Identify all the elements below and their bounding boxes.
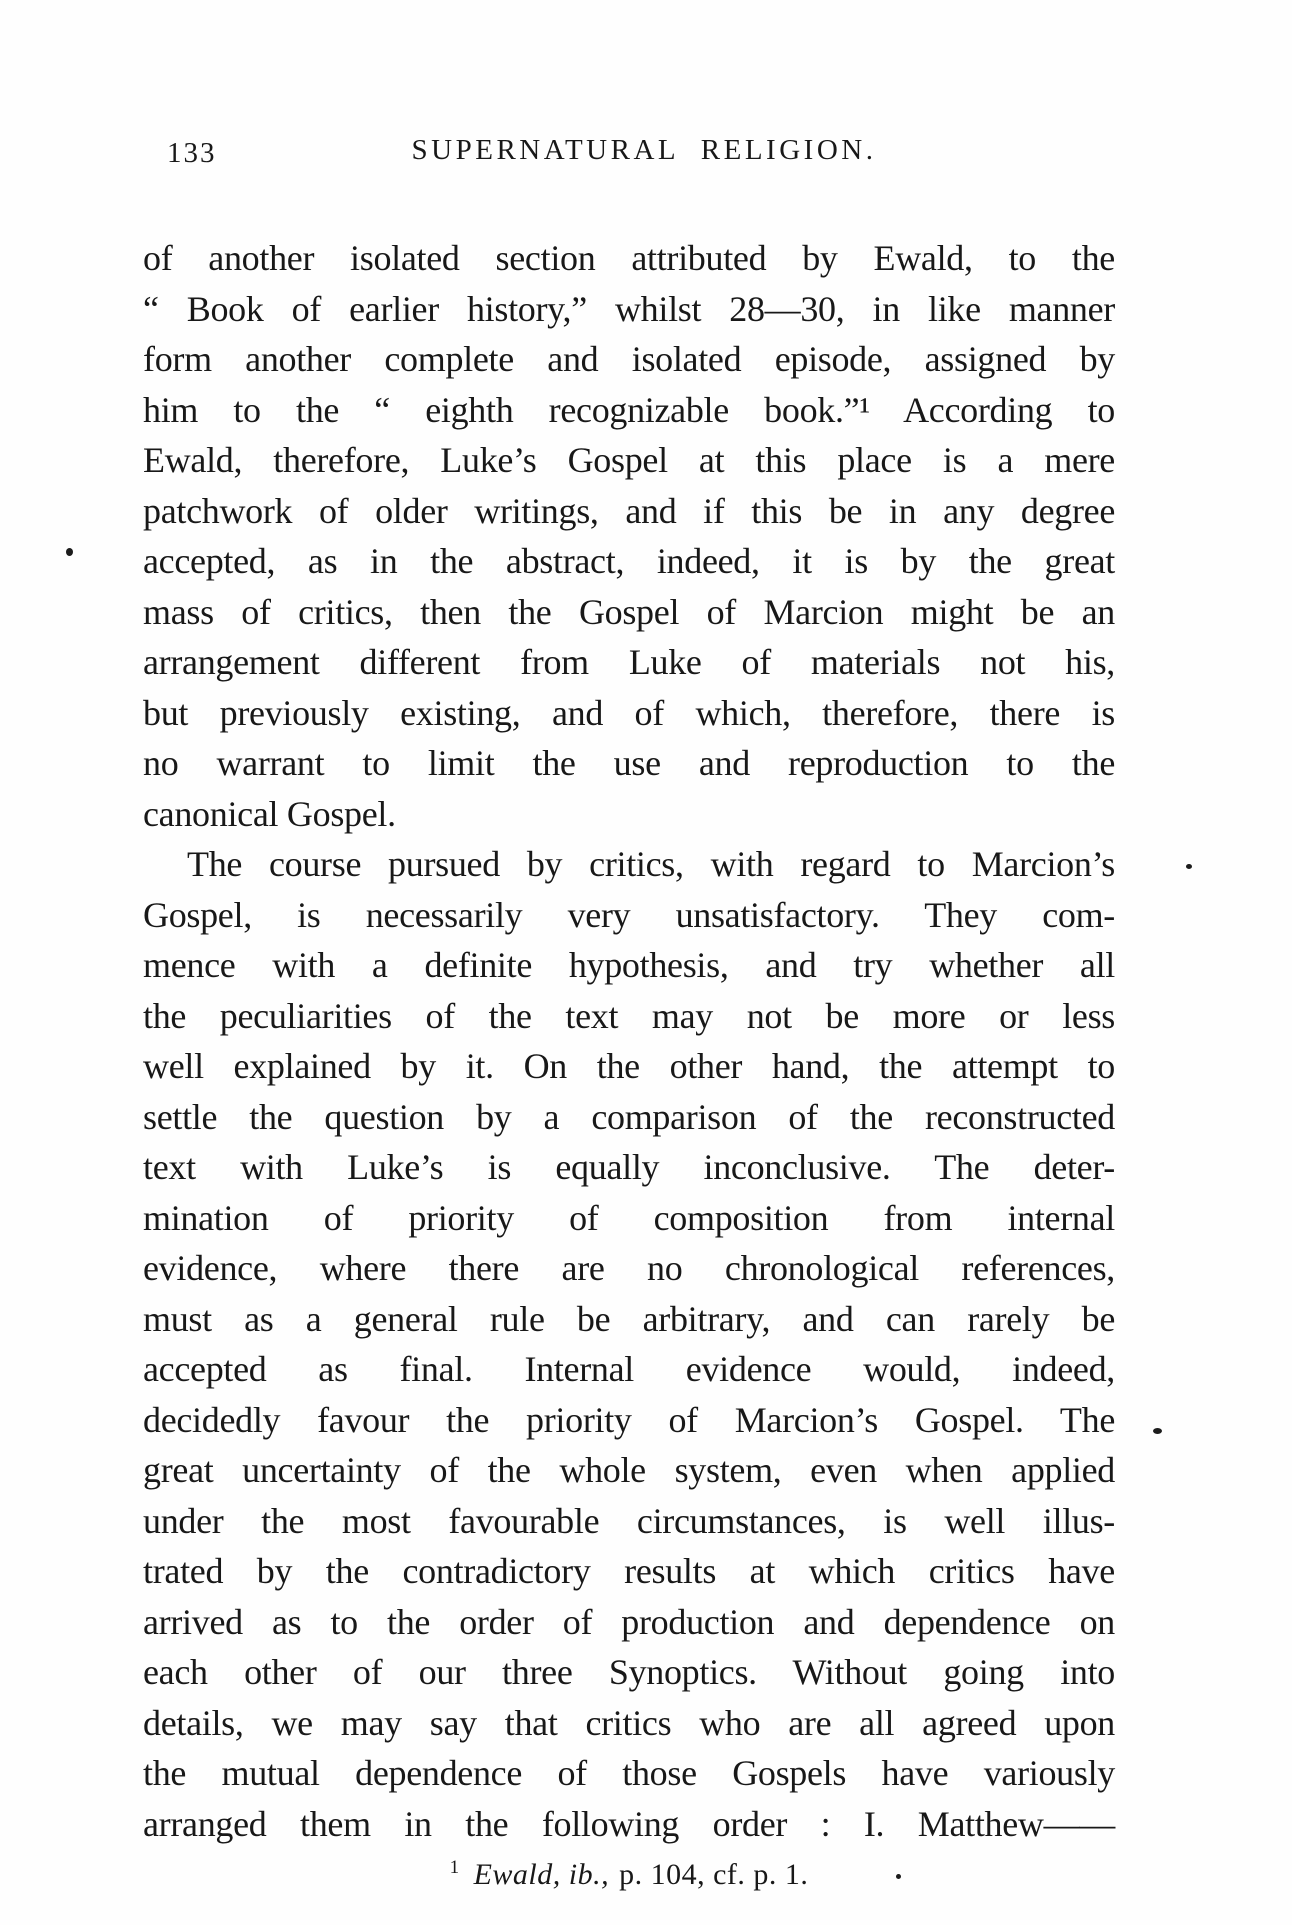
text-line: arrived as to the order of production and dependence on [143, 1601, 1115, 1642]
text-line: of another isolated section attributed by Ewald, to the [143, 238, 1115, 278]
text-line: the peculiarities of the text may not be more or less [143, 995, 1115, 1036]
text-line: Gospel, is necessarily very unsatisfactory. They com- [143, 894, 1115, 935]
text-line: arrangement different from Luke of materials not his, [143, 642, 1115, 682]
footnote-marker: 1 [449, 1857, 460, 1878]
footnote-source: Ewald, ib., [473, 1858, 610, 1891]
text-line: Ewald, therefore, Luke’s Gospel at this place is a mere [143, 440, 1115, 480]
text-line: trated by the contradictory results at which critics have [143, 1551, 1115, 1591]
text-line: details, we may say that critics who are all agreed upon [143, 1702, 1115, 1743]
text-line: canonical Gospel. [143, 793, 396, 834]
text-line: mination of priority of composition from internal [143, 1197, 1115, 1238]
running-title: SUPERNATURAL RELIGION. [411, 134, 877, 166]
text-line: must as a general rule be arbitrary, and can rarely be [143, 1298, 1115, 1339]
text-line: arranged them in the following order : I. Matthew—— [143, 1803, 1115, 1844]
text-line: accepted, as in the abstract, indeed, it is by the great [143, 541, 1115, 581]
footnote [143, 1842, 1115, 1901]
text-line: great uncertainty of the whole system, even when applied [143, 1450, 1115, 1490]
text-line: well explained by it. On the other hand, the attempt to [143, 1046, 1115, 1086]
text-line: mass of critics, then the Gospel of Marcion might be an [143, 591, 1115, 632]
text-line: him to the “ eighth recognizable book.”¹ According to [143, 389, 1115, 430]
scan-speck [1186, 864, 1192, 869]
text-line: the mutual dependence of those Gospels have variously [143, 1753, 1115, 1793]
text-line: form another complete and isolated episode, assigned by [143, 339, 1115, 379]
page-header [143, 134, 1115, 178]
text-line: patchwork of older writings, and if this be in any degree [143, 490, 1115, 531]
text-line: text with Luke’s is equally inconclusive. The deter- [143, 1147, 1115, 1187]
scan-speck [896, 1874, 901, 1879]
text-line: decidedly favour the priority of Marcion’s Gospel. The [143, 1399, 1115, 1440]
text-line: but previously existing, and of which, therefore, there is [143, 692, 1115, 733]
text-line: each other of our three Synoptics. Without going into [143, 1652, 1115, 1692]
scan-speck [66, 548, 73, 556]
footnote-reference: p. 104, cf. p. 1. [619, 1858, 809, 1891]
text-line: evidence, where there are no chronological references, [143, 1248, 1115, 1288]
scan-speck [1153, 1428, 1162, 1434]
text-line: mence with a definite hypothesis, and try whether all [143, 945, 1115, 985]
paragraph [143, 233, 1115, 839]
text-line: no warrant to limit the use and reproduction to the [143, 743, 1115, 783]
paragraph [143, 839, 1115, 1849]
text-line: settle the question by a comparison of the reconstructed [143, 1096, 1115, 1137]
text-line: “ Book of earlier history,” whilst 28—30, in like manner [143, 288, 1115, 329]
text-line: The course pursued by critics, with regard to Marcion’s [187, 844, 1115, 884]
page-number: 133 [167, 137, 217, 169]
text-line: under the most favourable circumstances, is well illus- [143, 1500, 1115, 1541]
page-body [143, 233, 1115, 1849]
text-line: accepted as final. Internal evidence would, indeed, [143, 1349, 1115, 1389]
